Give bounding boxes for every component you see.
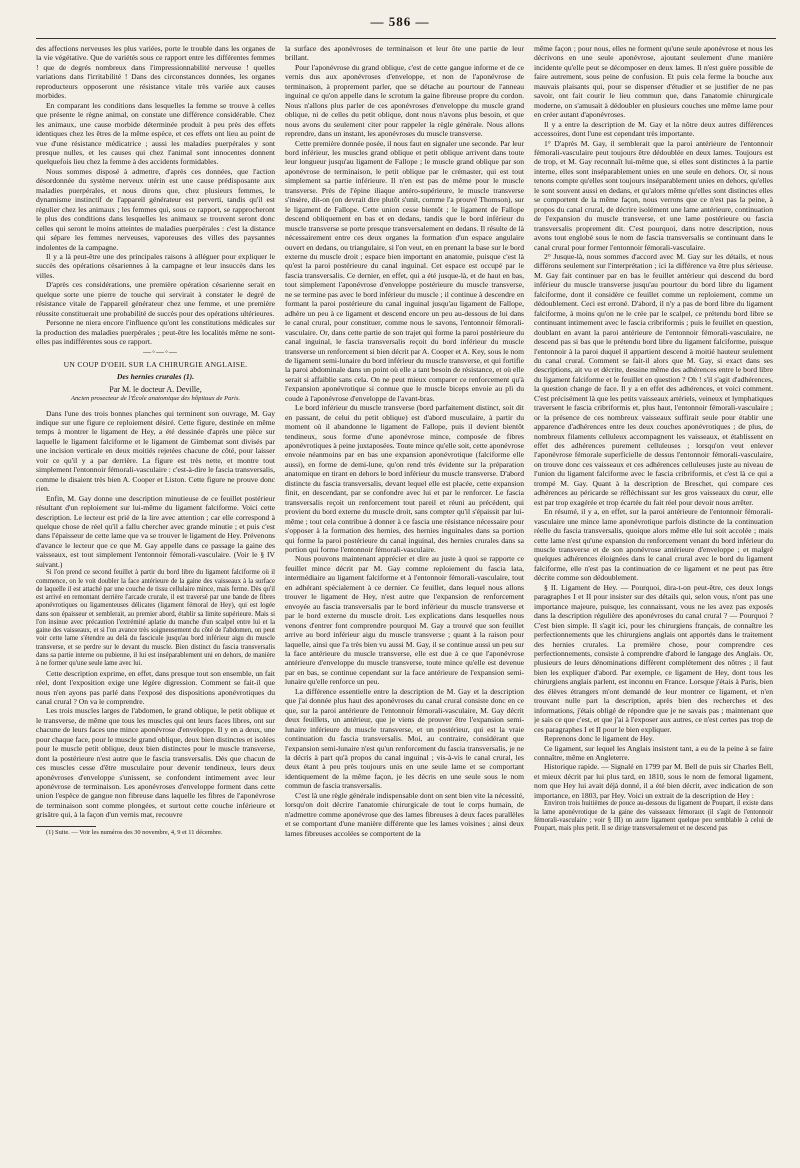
paragraph: 1° D'après M. Gay, il semblerait que la paroi antérieure de l'entonnoir fémorali-vasculaire peut toujours être dédoublée en deux lames. Toujours est de trop, et M. Gay reconnaît lui-même que, si elles sont distinctes à la partie interne, elles sont inséparablement unies en une seule en dehors. Or, si nous tenons compte qu'elles sont toujours inséparablement unies en dehors, qu'elles le sont souvent aussi en dedans, et qu'alors même qu'elles sont distinctes elles se comportent de la même façon, nous verrons que ce n'est pas la peine, à propos du canal crural, de décrire isolément une lame antérieure, continuation de l'expansion du muscle transverse, et une lame postérieure ou fascia transversalis proprement dit. C'est pourquoi, dans notre description, nous avons tout englobé sous le nom de fascia transversalis se continuant dans le canal crural pour former l'entonnoir fémorali-vasculaire. [534, 138, 773, 252]
paragraph: Reprenons donc le ligament de Hey. [544, 734, 655, 744]
paragraph: des affections nerveuses les plus variées, porte le trouble dans les organes de la vie végétative. Que de variétés sous ce rapport entre les différentes femmes ! que de degrés nombreux dans l'impressionnabilité nerveuse ! quelles variations dans l'irritabilité ! Dans des circonstances données, les organes reproducteurs opposeront une résistance vitale très variée aux causes morbides. [36, 44, 275, 101]
paragraph: § II. Ligament de Hey. — Pourquoi, dira-t-on peut-être, ces deux longs paragraphes I et II pour insister sur des détails qui, selon vous, n'ont pas une importance majeure, puisque, les connaissant, vous ne les avez pas exposés dans la description régulière des aponévroses du canal crural ? — Pourquoi ? C'est bien simple. Il s'agit ici, pour les chirurgiens français, de connaître les perfectionnements que les chirurgiens anglais ont apportés dans le traitement des hernies crurales. La première chose, pour comprendre ces perfectionnements, consiste à comprendre d'abord le langage des Anglais. Or, plusieurs de leurs dénominations diffèrent complétement des nôtres ; il faut bien les expliquer d'abord. Par exemple, ce ligament de Hey, dont tous les chirurgiens anglais parlent, est inconnu en France. Lorsque j'étais à Paris, bien des élèves étrangers m'ont demandé de leur montrer ce ligament, et n'en trouvant nulle part la description, après bien des recherches et des informations, j'étais obligé de répondre que je ne savais pas ; maintenant que je sais ce que c'est, et que j'ai à l'exposer aux autres, ce n'est certes pas trop de ces paragraphes I et II pour le bien expliquer. [534, 582, 773, 734]
paragraph: Historique rapide. — Signalé en 1799 par M. Bell de puis sir Charles Bell, et mieux décrit par lui plus tard, en 1810, sous le nom de femoral ligament, nom que Hey lui avait déjà donné, il a été bien décrit, avec indication de son importance, en 1803, par Hey. Voici un extrait de la description de Hey : [534, 762, 773, 800]
paragraph: C'est là une règle générale indispensable dont on sent bien vite la nécessité, lorsqu'on doit décrire l'anatomie chirurgicale de tout le corps humain, de n'admettre comme aponévrose que des lames fibreuses à deux faces parallèles et se comportant d'une manière différente que les lames voisines ; ainsi deux lames fibreuses accolées se comportent de la [285, 790, 524, 838]
paragraph: Nous pouvons maintenant apprécier et dire au juste à quoi se rapporte ce feuillet mince décrit par M. Gay comme reploiement du fascia lata, intermédiaire au ligament falciforme et à l'entonnoir fémorali-vasculaire, tout en adhérant spécialement à ce dernier. Ce feuillet, dans lequel nous allons trouver le ligament de Hey, n'est autre que l'expansion de renforcement envoyée au fascia transversalis par le bord inférieur du muscle transverse et par le bord externe du muscle droit. Les explications dans lesquelles nous venons d'entrer font comprendre pourquoi M. Gay a trouvé que son feuillet arrive au bord inférieur aigu du muscle transverse ; quant à la raison pour laquelle, ainsi que l'a très bien vu aussi M. Gay, il se continue aussi un peu sur la face antérieure du muscle transverse, elle est due à ce que l'aponévrose antérieure d'enveloppe du muscle transverse, toute mince qu'elle est devenue par en bas, se continue cependant sur la face antérieure de l'expansion semi-lunaire qu'elle renforce un peu. [285, 554, 524, 687]
footnote-rule [36, 826, 96, 827]
quoted-paragraph: Environ trois huitièmes de pouce au-dessous du ligament de Poupart, il existe dans la lame aponévrotique de la gaine des vaisseaux fémoraux (il s'agit de l'entonnoir fémorali-vasculaire ; voir § III) un autre ligament quelque peu semblable à celui de Poupart, mais plus petit. Il se dirige transversalement et ne descend pas [534, 800, 773, 833]
section-separator: —◦—◦— [143, 346, 178, 356]
paragraph: D'après ces considérations, une première opération césarienne serait en quelque sorte une pierre de touche qui servirait à constater le degré de résistance vitale de l'appareil générateur chez une femme, et une première réussite constituerait une probabilité de succès pour des opérations ultérieures. [36, 280, 275, 318]
paragraph: Ce ligament, sur lequel les Anglais insistent tant, a eu de la peine à se faire connaître, même en Angleterre. [534, 743, 773, 762]
paragraph: Personne ne niera encore l'influence qu'ont les constitutions médicales sur la production des maladies puerpérales ; peut-être les localités même ne sont-elles pas indifférentes sous ce rapport. [36, 318, 275, 347]
paragraph: Le bord inférieur du muscle transverse (bord parfaitement distinct, soit dit en passant, de celui du petit oblique) est d'abord musculaire, à partir du moment où il abandonne le ligament de Fallope, puis il devient bientôt tendineux, sous forme d'une aponévrose mince, composée de fibres aponévrotiques à peine juxtaposées. Toute mince qu'elle soit, cette aponévrose envoie néanmoins par en bas une expansion aponévrotique (falciforme elle aussi), en forme de demi-lune, qu'on rend très évidente sur la préparation anatomique en tirant en dehors le bord inférieur du muscle transverse. D'abord distincte du fascia transversalis, devant lequel elle est placée, cette expansion finit, en descendant, par se confondre avec lui et par le renforcer. Le fascia transversalis reçoit un renforcement tout pareil et réuni au précédent, qui provient du bord externe du muscle droit, sans compter qu'il s'épaissit par lui-même ; tout cela contribue à donner à ce fascia une résistance nécessaire pour s'opposer à la formation des hernies, des hernies inguinales dans sa portion qui forme la paroi postérieure du canal inguinal, des hernies crurales dans sa portion qui forme l'entonnoir fémorali-vasculaire. [285, 403, 524, 555]
paragraph: Pour l'aponévrose du grand oblique, c'est de cette gangue informe et de ce vernis dus aux aponévroses d'enveloppe, et non de l'aponévrose de terminaison, à proprement parler, que se détache au pourtour de l'anneau inguinal ce qu'on appelle dans le scrotum la gaine fibreuse propre du cordon. Nous n'allons plus parler de ces aponévroses d'enveloppe du muscle grand oblique, ni de celles du petit oblique, dont nous n'avons plus besoin, et que nous avons du seulement citer pour rappeler la règle générale. Nous allons reprendre, dans un instant, les aponévroses du muscle transverse. [285, 62, 524, 139]
paragraph: Il y a là peut-être une des principales raisons à alléguer pour expliquer le succès des opérations césariennes à la campagne et leur insuccès dans les villes. [36, 251, 275, 280]
paragraph: Cette description exprime, en effet, dans presque tout son ensemble, un fait réel, dont l'exposition exige une légère digression. Comment se fait-il que nous n'en ayons pas parlé dans l'exposé des dispositions aponévrotiques du canal crural ? On va le comprendre. [36, 668, 275, 706]
paragraph: 2° Jusque-là, nous sommes d'accord avec M. Gay sur les détails, et nous différons seulement sur l'interprétation ; ici la différence va être plus sérieuse. M. Gay fait continuer par en bas le feuillet antérieur qui descend du bord inférieur du muscle transverse jusqu'au pourtour du bord libre du ligament falciforme, dont il considère ce feuillet comme un reploiement, comme un dédoublement. Ceci est erroné. D'abord, il n'y a pas de bord libre du ligament falciforme, à moins qu'on ne le crée par le scalpel, ce prétendu bord libre se continuant intimement avec le fascia cribriformis ; puis le feuillet en question, doublant en avant la paroi antérieure de l'entonnoir fémorali-vasculaire, ne descend pas si bas que le prétendu bord libre du ligament falciforme, puisque l'entonnoir à la paroi duquel il appartient descend à moitié hauteur seulement du canal crural. Comment se fait-il alors que M. Gay, si exact dans ses descriptions, ait vu et décrite, dessine même des adhérences entre le bord libre du ligament falciforme et le feuillet en question ? Oh ! s'il s'agit d'adhérences, la question change de face. Il y a en effet des adhérences, et voici comment. C'est précisément là que les petits vaisseaux artériels, veineux et lymphatiques traversent le fascia cribriformis et, plus haut, l'entonnoir fémorali-vasculaire ; or la présence de ces nombreux vaisseaux suffirait seule pour établir une apparence d'adhérences entre les deux couches aponévrotiques ; de plus, de nombreux filaments celluleux accompagnent les vaisseaux, et établissent en effet des adhérences purement celluleuses ; lorsqu'on veut enlever l'aponévrose fémorale superficielle de dessus l'entonnoir fémorali-vasculaire, on trouve donc ces vaisseaux et ces adhérences celluleuses juste au niveau de l'union du ligament falciforme avec le fascia cribriformis, et c'est là ce qui a trompé M. Gay. Quant à la description de Breschet, qui compare ces adhérences au péricarde se réfléchissant sur les gros vaisseaux du cœur, elle est par trop exagérée et trop écartée du fait réel pour devoir nous arrêter. [534, 251, 773, 507]
header-rule [36, 38, 776, 39]
paragraph: Les trois muscles larges de l'abdomen, le grand oblique, le petit oblique et le transverse, de même que tous les muscles qui ont leurs faces libres, ont sur chacune de leurs faces une mince aponévrose d'enveloppe. Il y en a deux, une pour chaque face, pour le muscle grand oblique, deux bien distinctes et isolées pour le muscle petit oblique, deux bien distinctes pour le muscle transverse, dont la postérieure n'est autre que le fascia transversalis. Dès que chacun de ces muscles cesse d'être musculaire pour devenir tendineux, leurs deux aponévroses d'enveloppe s'unissent, se confondent intimement avec leur aponévrose de terminaison. Les aponévroses d'enveloppe forment dans cette union l'espèce de gangue non fibreuse dans laquelle les fibres de l'aponévrose de terminaison sont comme plongées, et surtout cette couche inférieure et grisâtre qui, à la façon d'un vernis mat, recouvre [36, 706, 275, 820]
paragraph: Nous sommes disposé à admettre, d'après ces données, que l'action désordonnée du système nerveux utérin est une cause prédisposante aux maladies puerpérales, et nous dirons que, chez plusieurs femmes, le dynamisme instinctif de l'appareil générateur est perverti, tandis qu'il est régulier chez les animaux ; les femmes qui, sous ce rapport, se rapprocheront le plus des conditions dans lesquelles les animaux se trouvent seront donc celles qui seront le moins atteintes de maladies puerpérales : c'est la distance qui sépare les femmes nerveuses, vaporeuses des villes des paysannes indolentes de la campagne. [36, 166, 275, 252]
author-affiliation: Ancien prosecteur de l'École anatomique des hôpitaux de Paris. [70, 395, 241, 403]
paragraph: La différence essentielle entre la description de M. Gay et la description que j'ai donnée plus haut des aponévroses du canal crural consiste donc en ce que, sur la paroi antérieure de l'entonnoir fémorali-vasculaire, M. Gay décrit deux feuillets, un antérieur, que je viens de prouver être l'expansion semi-lunaire inférieure du muscle transverse, et un postérieur, qui est la vraie continuation du fascia transversalis. Moi, au contraire, considérant que l'expansion semi-lunaire n'est qu'un renforcement du fascia transversalis, je ne la décris à part qu'à propos du canal inguinal ; vis-à-vis le canal crural, les deux étant à peu près toujours unis en une seule lame et se comportant identiquement de la même façon, je les décris en une seule sous le nom commun de fascia transversalis. [285, 686, 524, 791]
paragraph: Dans l'une des trois bonnes planches qui terminent son ouvrage, M. Gay indique sur une figure ce reploiement désiré. Cette figure, destinée en même temps à montrer le ligament de Hey, a été dessinée d'après une pièce sur laquelle le ligament falciforme et le ligament de Gimbernat sont divisés par une incision verticale en deux moitiés rejetées chacune de côté, pour laisser voir ce qu'il y a par derrière. La figure est très nette, et montre tout simplement l'entonnoir fémorali-vasculaire : c'est-à-dire le fascia transversalis, comme le disaient très bien A. Cooper et Liston. Cette figure ne prouve donc rien. [36, 408, 275, 494]
paragraph: En résumé, il y a, en effet, sur la paroi antérieure de l'entonnoir fémorali-vasculaire une mince lame aponévrotique parfois distincte de la continuation réelle du fascia transversalis, quoique alors même elle lui soit accolée ; mais cette lame n'est qu'une expansion du renforcement venant du bord inférieur du muscle transverse et de son aponévrose antérieure d'enveloppe ; et malgré quelques adhérences éloignées dans le canal crural avec le bord du ligament falciforme, elle n'est pas la continuation de ce ligament et ne peut pas être décrite comme son dédoublement. [534, 507, 773, 583]
article-title: UN COUP D'OEIL SUR LA CHIRURGIE ANGLAISE. [63, 360, 248, 370]
paragraph: même façon ; pour nous, elles ne forment qu'une seule aponévrose et nous les décrivons en une seule aponévrose, ajoutant seulement d'une manière incidente qu'elle peut se décomposer en deux lames. Il n'est guère possible de faire autrement, sous peine de confusion. Et puis cela ferme la bouche aux mauvais plaisants qui, pour se dispenser d'étudier et se justifier de ne pas savoir, ont fait courir le lieu commun que, dans l'anatomie chirurgicale moderne, on s'amusait à dédoubler en plusieurs couches une même lame pour en créer autant d'aponévroses. [534, 44, 773, 120]
column-1 [36, 44, 275, 1154]
paragraph: En comparant les conditions dans lesquelles la femme se trouve à celles que présente le règne animal, on constate une différence considérable. Chez les animaux, une cause morbide déterminée produit à peu près des effets identiques chez les êtres de la même espèce, et ces effets ont lieu au point de vue d'une résistance médicatrice ; aussi les maladies puerpérales y sont presque nulles, et les causes qui chez l'animal sont innocentes donnent quelquefois lieu chez la femme à des accidents formidables. [36, 100, 275, 167]
quoted-paragraph: Si l'on prend ce second feuillet à partir du bord libre du ligament falciforme où il commence, on le voit doubler la face antérieure de la gaine des vaisseaux à la surface de laquelle il est attaché par une couche de tissu cellulaire mince, mais ferme. Dès qu'il est arrivé en remontant derrière l'arcade crurale, il est traversé par une bande de fibres aponévrotiques ou ligamenteuses délicates (ligament fémoral de Hey), qui est logée dans son épaisseur et semblerait, au premier abord, établir sa limite supérieure. Mais si l'on insinue avec précaution l'extrémité aplatie du manche d'un scalpel entre lui et la gaine des vaisseaux, et si l'on avance très soigneusement du côté de l'abdomen, on peut voir cette lame s'étendre au delà du fascicule jusqu'au bord inférieur aigu du muscle transverse, et se perdre sur le devant du muscle. Bien distinct du fascia transversalis dans sa partie interne ou pubienne, il lui est inséparablement uni en dehors, de manière à ne former qu'une seule lame avec lui. [36, 569, 275, 668]
paragraph: Cette première donnée posée, il nous faut en signaler une seconde. Par leur bord inférieur, les muscles grand oblique et petit oblique arrivent dans toute leur longueur jusqu'au ligament de Fallope ; le muscle grand oblique par son aponévrose de terminaison, le petit oblique par le crémaster, qui est tout simplement sa partie inférieure. Il n'en est pas de même pour le muscle transverse. Près de l'épine iliaque antéro-supérieure, le muscle transverse s'insère, dit-on (on devrait dire plutôt s'unit, comme l'a prouvé Thomson), sur le ligament de Fallope. Cette union cesse bientôt ; le ligament de Fallope descend obliquement en bas et en dedans, tandis que le bord inférieur du muscle transverse se porte presque transversalement en dedans. Il résulte de là nécessairement entre ces deux organes la formation d'un espace angulaire ouvert en dedans, ou triangulaire, si l'on veut, en en prenant la base sur le bord externe du muscle droit ; espace bien important en anatomie, puisque c'est là qu'est la paroi postérieure du canal inguinal. Cet espace est occupé par le fascia transversalis. Ce dernier, en effet, qui a été jusque-là, et de haut en bas, tout simplement l'aponévrose d'enveloppe postérieure du muscle transverse, ne se termine pas avec le bord inférieur du muscle ; il continue à descendre en formant la paroi postérieure du canal inguinal jusqu'au ligament de Fallope, adhère un peu à ce ligament et descend encore un peu au-dessous de lui dans le canal crural, pour constituer, comme nous le savons, l'entonnoir fémorali-vasculaire. Or, dans cette partie de son trajet qui forme la paroi postérieure du canal inguinal, le fascia transversalis reçoit du bord inférieur du muscle transverse un renforcement si bien décrit par A. Cooper et A. Key, sous le nom de ligament semi-lunaire du bord inférieur du muscle transverse, et qui fortifie la paroi abdominale dans un point où elle a tant besoin de résistance, et où elle serait si affaiblie sans cela. On ne peut mieux comparer ce renforcement qu'à l'expansion aponévrotique si connue que le muscle biceps envoie au pli du coude à l'aponévrose d'enveloppe de l'avant-bras. [285, 138, 524, 403]
page-number: — 586 — [370, 14, 430, 29]
paragraph: la surface des aponévroses de terminaison et leur ôte une partie de leur brillant. [285, 44, 524, 63]
article-subtitle: Des hernies crurales (1). [116, 371, 195, 381]
column-2 [285, 44, 524, 1154]
column-3 [534, 44, 773, 1154]
article-author: Par M. le docteur A. Deville, [109, 385, 202, 395]
paragraph: Enfin, M. Gay donne une description minutieuse de ce feuillet postérieur résultant d'un reploiement sur lui-même du ligament falciforme. Voici cette description. Le lecteur est prié de la lire avec attention ; car elle correspond à quelque chose de réel qu'il a fallu chercher avec grande minutie ; et puis c'est dans l'épaisseur de cette lame que va se trouver le ligament de Hey. Prévenons d'avance le lecteur que ce que M. Gay appelle dans ce passage la gaine des vaisseaux, est tout simplement l'entonnoir fémorali-vasculaire. (Voir le § IV suivant.) [36, 493, 275, 569]
paragraph: Il y a entre la description de M. Gay et la nôtre deux autres différences accessoires, dont l'une est cependant très importante. [534, 119, 773, 139]
footnote: (1) Suite. — Voir les numéros des 30 novembre, 4, 9 et 11 décembre. [46, 828, 223, 836]
